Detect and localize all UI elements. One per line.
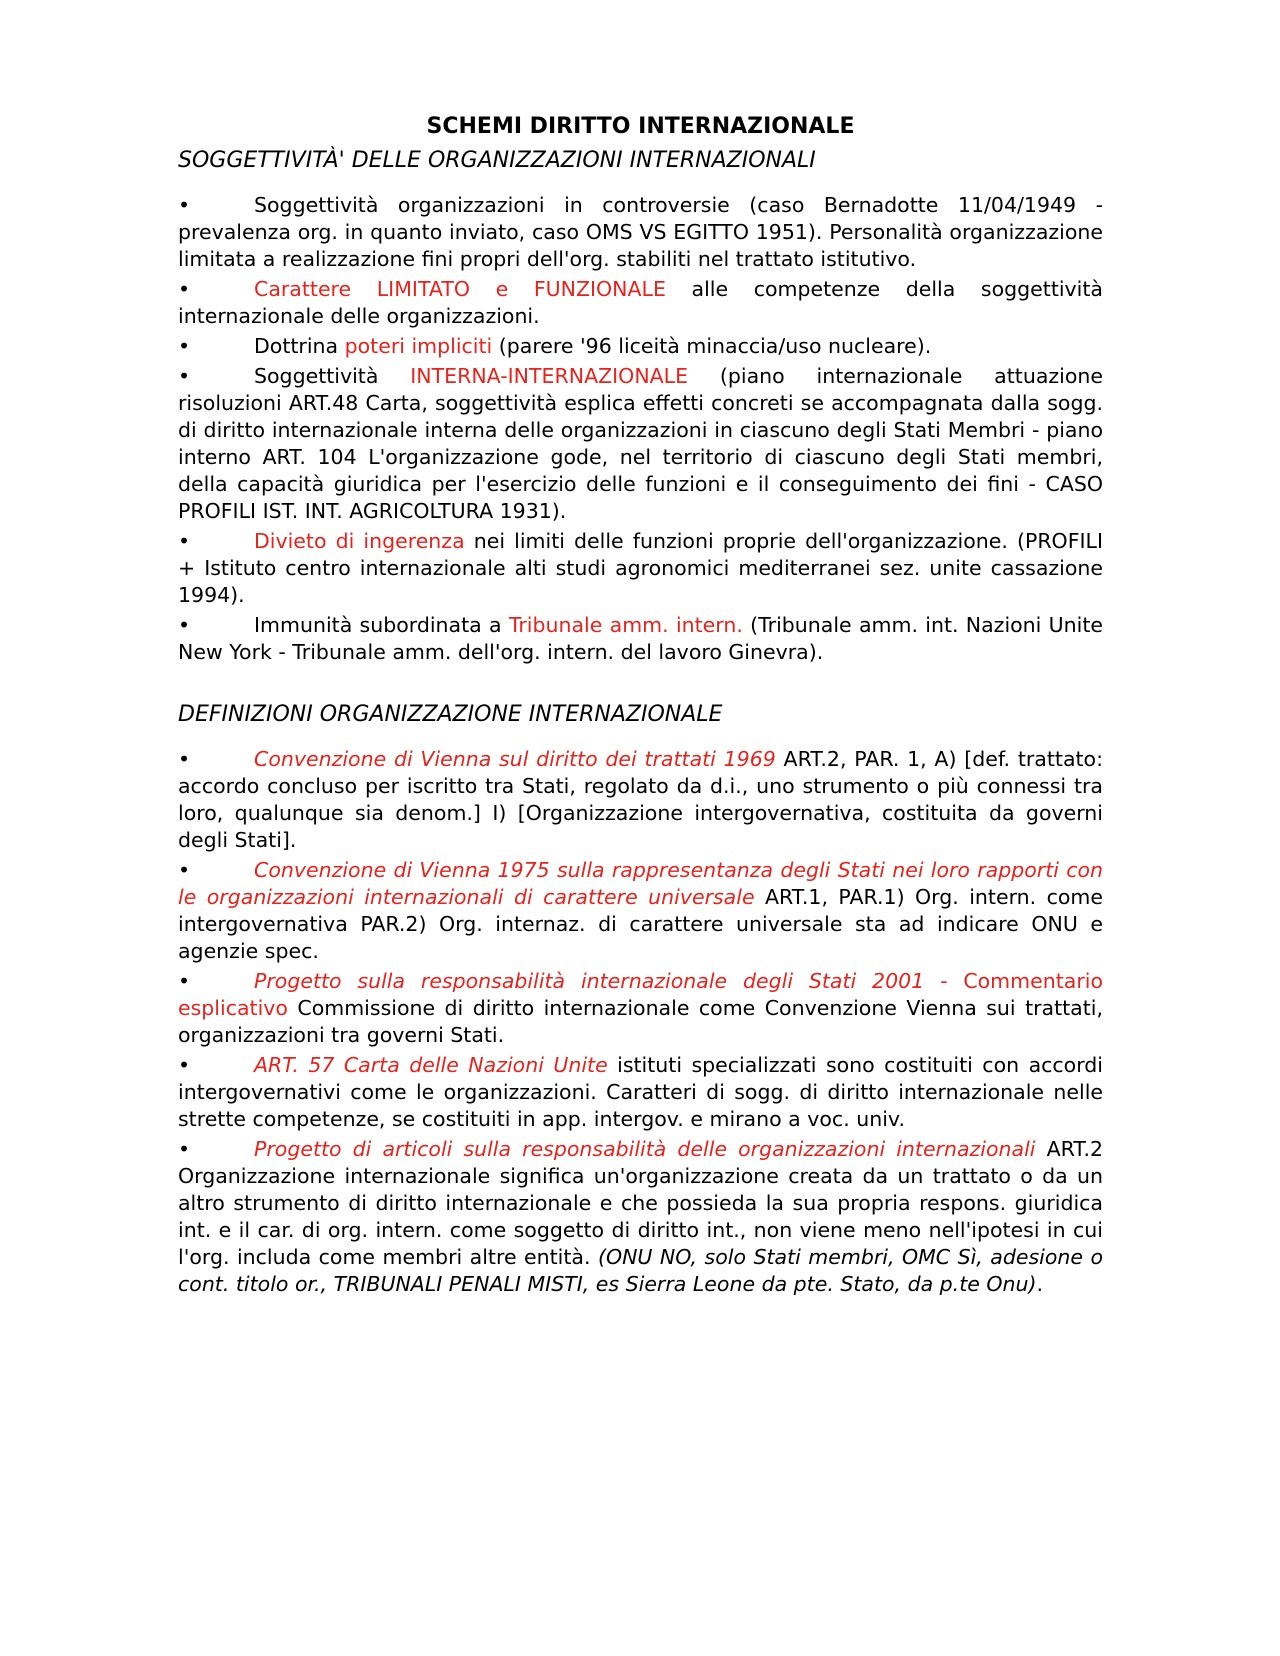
list-item [178,857,1103,965]
bullet-icon: • [178,364,191,388]
item-text: ART.1, PAR.1) Org. intern. come intergovernativa PAR.2) Org. internaz. di carattere universale sta ad indicare ONU e agenzie spec. [178,885,1103,963]
highlight-text: Progetto sulla responsabilità internazionale degli Stati 2001 - [254,969,964,993]
bullet-icon: • [178,1137,191,1161]
bullet-icon: • [178,334,191,358]
item-text: . [1036,1272,1044,1296]
highlight-text: Divieto di ingerenza [254,529,465,553]
section-list-soggettivita [178,192,1103,666]
bullet-icon: • [178,529,191,553]
item-text: Commissione di diritto internazionale come Convenzione Vienna sui trattati, organizzazioni tra governi Stati. [178,996,1103,1047]
list-item [178,192,1103,273]
bullet-icon: • [178,969,191,993]
list-item [178,746,1103,854]
highlight-text: INTERNA-INTERNAZIONALE [410,364,689,388]
item-text: Immunità subordinata a [254,613,509,637]
list-item [178,1136,1103,1298]
section-list-definizioni [178,746,1103,1298]
section-heading-soggettivita: SOGGETTIVITÀ' DELLE ORGANIZZAZIONI INTERNAZIONALI [178,148,816,173]
list-item [178,968,1103,1049]
highlight-text: ART. 57 Carta delle Nazioni Unite [254,1053,608,1077]
list-item [178,612,1103,666]
bullet-icon: • [178,613,191,637]
item-text: (Tribunale amm. int. Nazioni Unite New York - Tribunale amm. dell'org. intern. del lavoro Ginevra). [178,613,1103,664]
bullet-icon: • [178,193,191,217]
item-text: nei limiti delle funzioni proprie dell'organizzazione. (PROFILI + Istituto centro internazionale alti studi agronomici mediterranei sez. unite cassazione 1994). [178,529,1103,607]
section-heading-definizioni: DEFINIZIONI ORGANIZZAZIONE INTERNAZIONALE [178,702,723,727]
bullet-icon: • [178,858,191,882]
italic-note: (ONU NO, solo Stati membri, OMC Sì, adesione o cont. titolo or., TRIBUNALI PENALI MISTI, es Sierra Leone da pte. Stato, da p.te Onu) [178,1245,1103,1296]
document-body [178,112,1103,1301]
highlight-text: Commentario esplicativo [178,969,1103,1020]
item-text: (piano internazionale attuazione risoluzioni ART.48 Carta, soggettività esplica effetti concreti se accompagnata dalla sogg. di diritto internazionale interna delle organizzazioni in ciascuno degli Stati Membri - piano interno ART. 104 L'organizzazione gode, nel territorio di ciascuno degli Stati membri, della capacità giuridica per l'esercizio delle funzioni e il conseguimento dei fini - CASO PROFILI IST. INT. AGRICOLTURA 1931). [178,364,1103,523]
list-item [178,363,1103,525]
item-text: Soggettività [254,364,411,388]
highlight-text: poteri impliciti [344,334,493,358]
item-text: Soggettività organizzazioni in controversie (caso Bernadotte 11/04/1949 - prevalenza org. in quanto inviato, caso OMS VS EGITTO 1951). Personalità organizzazione limitata a realizzazione fini propri dell'org. stabiliti nel trattato istitutivo. [178,193,1103,271]
item-text: istituti specializzati sono costituiti con accordi intergovernativi come le organizzazioni. Caratteri di sogg. di diritto internazionale nelle strette competenze, se costituiti in app. intergov. e mirano a voc. univ. [178,1053,1103,1131]
document-title: SCHEMI DIRITTO INTERNAZIONALE [426,114,855,139]
bullet-icon: • [178,1053,191,1077]
highlight-text: Convenzione di Vienna 1975 sulla rappresentanza degli Stati nei loro rapporti con le organizzazioni internazionali di carattere universale [178,858,1103,909]
item-text: (parere '96 liceità minaccia/uso nucleare). [492,334,932,358]
highlight-text: Tribunale amm. intern. [508,613,743,637]
highlight-text: Convenzione di Vienna sul diritto dei trattati 1969 [254,747,776,771]
list-item [178,1052,1103,1133]
item-text: alle competenze della soggettività internazionale delle organizzazioni. [178,277,1103,328]
highlight-text: Progetto di articoli sulla responsabilità delle organizzazioni internazionali [254,1137,1036,1161]
item-text: ART.2, PAR. 1, A) [def. trattato: accordo concluso per iscritto tra Stati, regolato da d.i., uno strumento o più connessi tra loro, qualunque sia denom.] I) [Organizzazione intergovernativa, costituita da governi degli Stati]. [178,747,1103,852]
list-item [178,333,1103,360]
highlight-text: Carattere LIMITATO e FUNZIONALE [254,277,666,301]
list-item [178,276,1103,330]
bullet-icon: • [178,747,191,771]
item-text: ART.2 Organizzazione internazionale significa un'organizzazione creata da un trattato o da un altro strumento di diritto internazionale e che possieda la sua propria respons. giuridica int. e il car. di org. intern. come soggetto di diritto int., non viene meno nell'ipotesi in cui l'org. includa come membri altre entità. [178,1137,1104,1269]
list-item [178,528,1103,609]
item-text: Dottrina [254,334,345,358]
bullet-icon: • [178,277,191,301]
